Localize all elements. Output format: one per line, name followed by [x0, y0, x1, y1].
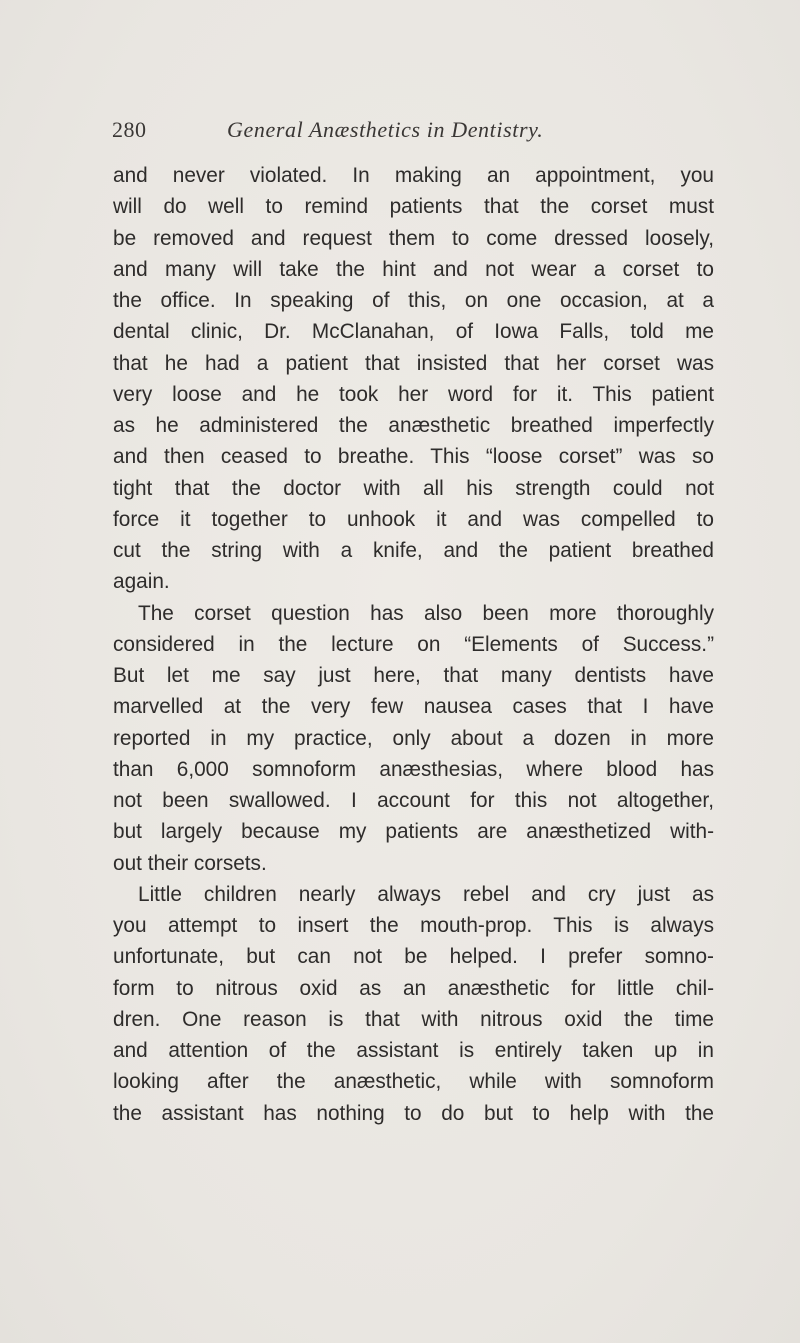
text-line: considered in the lecture on “Elements of Success.”	[113, 632, 714, 656]
text-line: force it together to unhook it and was compelled to	[113, 507, 714, 531]
page-header	[112, 117, 712, 149]
text-line: very loose and he took her word for it. This patient	[113, 382, 714, 406]
text-line: reported in my practice, only about a dozen in more	[113, 726, 714, 750]
text-line: the office. In speaking of this, on one occasion, at a	[113, 289, 714, 312]
text-line: and many will take the hint and not wear a corset to	[113, 257, 714, 281]
text-line: but largely because my patients are anæsthetized with-	[113, 820, 714, 844]
text-line: and never violated. In making an appointment, you	[113, 164, 714, 187]
text-line: unfortunate, but can not be helped. I prefer somno-	[113, 945, 714, 969]
text-line: Little children nearly always rebel and cry just as	[138, 882, 714, 906]
text-line: will do well to remind patients that the corset must	[113, 195, 714, 219]
body-text	[113, 160, 714, 1129]
text-line: dental clinic, Dr. McClanahan, of Iowa Falls, told me	[113, 320, 714, 344]
text-line: out their corsets.	[113, 851, 267, 875]
text-line: again.	[113, 570, 170, 594]
text-line: tight that the doctor with all his strength could not	[113, 476, 714, 500]
text-line: form to nitrous oxid as an anæsthetic for little chil-	[113, 976, 714, 1000]
text-line: that he had a patient that insisted that her corset was	[113, 351, 714, 375]
text-line: The corset question has also been more thoroughly	[138, 601, 714, 625]
text-line: and then ceased to breathe. This “loose corset” was so	[113, 445, 714, 469]
text-line: dren. One reason is that with nitrous oxid the time	[113, 1007, 714, 1031]
text-line: marvelled at the very few nausea cases that I have	[113, 695, 714, 719]
text-line: the assistant has nothing to do but to help with the	[113, 1101, 714, 1125]
text-line: But let me say just here, that many dentists have	[113, 664, 714, 687]
text-line: than 6,000 somnoform anæsthesias, where blood has	[113, 757, 714, 781]
text-line: you attempt to insert the mouth-prop. This is always	[113, 914, 714, 937]
text-line: not been swallowed. I account for this not altogether,	[113, 789, 714, 812]
text-line: looking after the anæsthetic, while with somnoform	[113, 1070, 714, 1094]
text-line: as he administered the anæsthetic breathed imperfectly	[113, 414, 714, 437]
text-line: cut the string with a knife, and the patient breathed	[113, 539, 714, 562]
text-line: and attention of the assistant is entirely taken up in	[113, 1039, 714, 1062]
running-title: General Anæsthetics in Dentistry.	[227, 117, 544, 142]
text-line: be removed and request them to come dressed loosely,	[113, 226, 714, 250]
page-number: 280	[112, 117, 147, 142]
